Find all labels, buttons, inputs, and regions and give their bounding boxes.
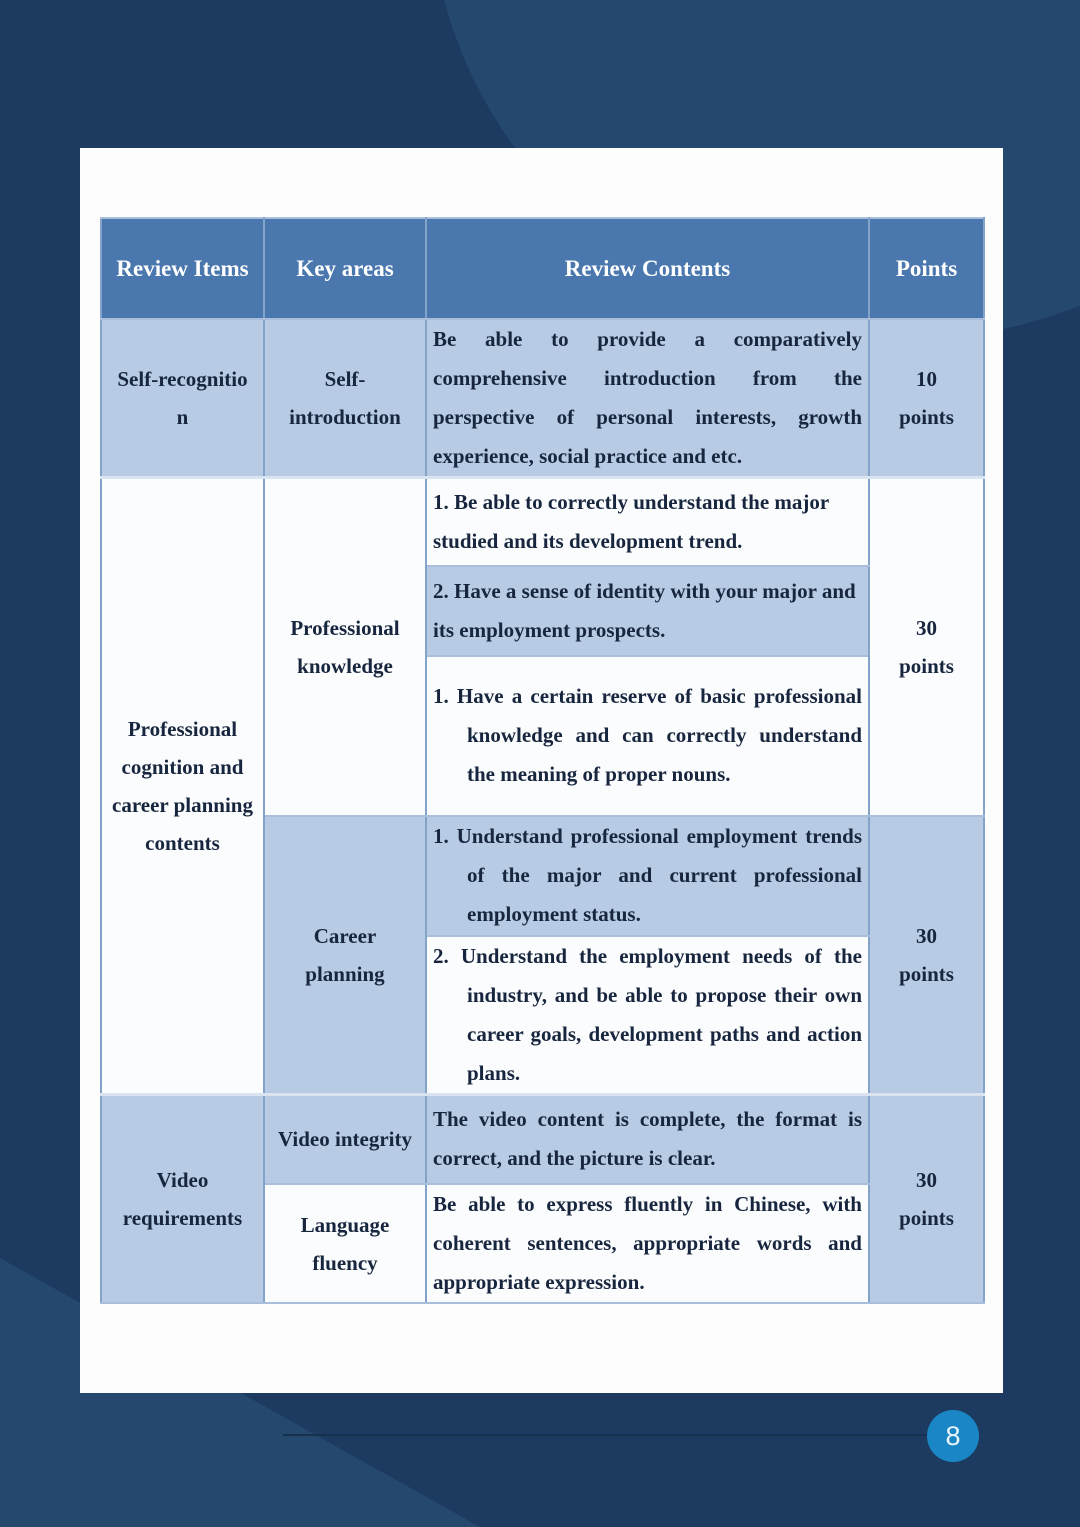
cell-self-recognition-points: 10 points (869, 319, 984, 478)
cell-self-introduction: Self-introduction (264, 319, 426, 478)
cell-lf-content: Be able to express fluently in Chinese, with coherent sentences, appropriate words and appropriate expression. (426, 1184, 869, 1303)
document-page (80, 148, 1003, 1393)
header-review-items: Review Items (101, 218, 264, 319)
header-points: Points (869, 218, 984, 319)
row-professional-knowledge-1 (101, 478, 984, 566)
cell-vi-content: The video content is complete, the format is correct, and the picture is clear. (426, 1094, 869, 1184)
cell-cp-content-2: 2. Understand the employment needs of the industry, and be able to propose their own career goals, development paths and action plans. (426, 936, 869, 1095)
page-number-badge (927, 1410, 979, 1462)
cell-video-points: 30 points (869, 1094, 984, 1303)
cell-pk-content-3: 1. Have a certain reserve of basic professional knowledge and can correctly understand the meaning of proper nouns. (426, 656, 869, 816)
row-video-integrity (101, 1094, 984, 1184)
cell-self-recognition-item: Self-recognition (101, 319, 264, 478)
page-number: 8 (945, 1420, 961, 1451)
header-review-contents: Review Contents (426, 218, 869, 319)
row-self-recognition (101, 319, 984, 478)
cell-pk-points: 30 points (869, 478, 984, 816)
header-key-areas: Key areas (264, 218, 426, 319)
cell-video-integrity: Video integrity (264, 1094, 426, 1184)
cell-professional-item: Professional cognition and career planning contents (101, 478, 264, 1095)
cell-pk-content-1: 1. Be able to correctly understand the major studied and its development trend. (426, 478, 869, 566)
footer-divider (283, 1434, 933, 1436)
cell-language-fluency: Language fluency (264, 1184, 426, 1303)
review-rubric-table (100, 217, 985, 1304)
table-header-row (101, 218, 984, 319)
cell-career-planning: Career planning (264, 816, 426, 1095)
cell-professional-knowledge: Professional knowledge (264, 478, 426, 816)
cell-self-recognition-content: Be able to provide a comparatively comprehensive introduction from the perspective of personal interests, growth experience, social practice and etc. (426, 319, 869, 478)
cell-pk-content-2: 2. Have a sense of identity with your major and its employment prospects. (426, 566, 869, 656)
cell-video-item: Video requirements (101, 1094, 264, 1303)
cell-cp-content-1: 1. Understand professional employment trends of the major and current professional employment status. (426, 816, 869, 936)
cell-cp-points: 30 points (869, 816, 984, 1095)
